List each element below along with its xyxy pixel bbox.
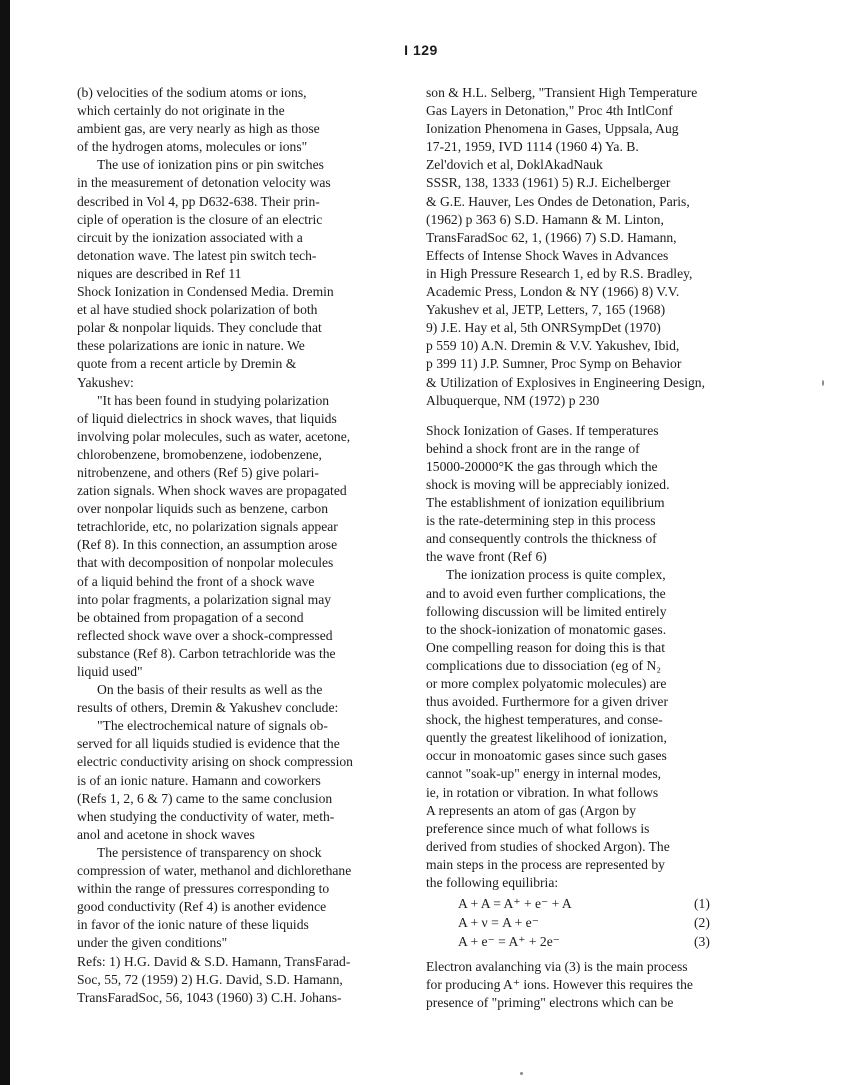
text-line: and consequently controls the thickness of (426, 531, 657, 547)
text-line: (Ref 8). In this connection, an assumption arose (77, 537, 338, 553)
text-line: derived from studies of shocked Argon). The (426, 838, 670, 854)
text-line: thus avoided. Furthermore for a given driver (426, 694, 668, 710)
text-line: cannot "soak-up" energy in internal modes, (426, 766, 662, 782)
text-line: main steps in the process are represented by (426, 856, 665, 872)
text-line: behind a shock front are in the range of (426, 440, 640, 456)
scan-speck (520, 1072, 523, 1075)
text-line: 15000-20000°K the gas through which the (426, 458, 658, 474)
equation-number: (1) (694, 896, 710, 912)
text-line: presence of "priming" electrons which can be (426, 995, 674, 1011)
text-line: Shock Ionization of Gases. If temperatures (426, 422, 659, 438)
text-line: occur in monoatomic gases since such gases (426, 748, 667, 764)
text-line: nitrobenzene, and others (Ref 5) give polari- (77, 464, 319, 480)
text-line: liquid used" (77, 664, 143, 679)
equilibria-equations (426, 895, 776, 952)
text-line: of a liquid behind the front of a shock wave (77, 573, 315, 589)
page-number: I 129 (404, 42, 438, 58)
text-line: described in Vol 4, pp D632-638. Their prin- (77, 193, 320, 209)
reference-line: p 399 11) J.P. Sumner, Proc Symp on Behavior (426, 356, 682, 372)
section-gap (426, 410, 776, 422)
text-line: The use of ionization pins or pin switches (97, 157, 324, 173)
equation-row (426, 914, 776, 933)
text-line: into polar fragments, a polarization signal may (77, 591, 332, 607)
text-line: that with decomposition of nonpolar molecules (77, 555, 334, 571)
text-line: preference since much of what follows is (426, 820, 650, 836)
text-line: anol and acetone in shock waves (77, 826, 255, 842)
text-line: The ionization process is quite complex, (446, 567, 666, 583)
text-line: served for all liquids studied is evidence that the (77, 736, 340, 752)
reference-line: Ionization Phenomena in Gases, Uppsala, Aug (426, 121, 679, 137)
text-line: ciple of operation is the closure of an electric (77, 211, 323, 227)
text-line: is the rate-determining step in this process (426, 513, 656, 529)
text-line: complications due to dissociation (eg of N₂ (426, 657, 662, 673)
text-line: for producing A⁺ ions. However this requires the (426, 977, 693, 993)
text-line: compression of water, methanol and dichlorethane (77, 863, 352, 879)
text-line: shock is moving will be appreciably ionized. (426, 476, 670, 492)
text-line: One compelling reason for doing this is that (426, 639, 665, 655)
text-line: substance (Ref 8). Carbon tetrachloride was the (77, 645, 336, 661)
text-line: Refs: 1) H.G. David & S.D. Hamann, TransFarad- (77, 953, 351, 969)
text-line: is of an ionic nature. Hamann and coworkers (77, 772, 321, 788)
text-line: The persistence of transparency on shock (97, 844, 322, 860)
text-line: "The electrochemical nature of signals ob- (97, 718, 328, 734)
scan-speck (822, 380, 824, 386)
reference-line: 9) J.E. Hay et al, 5th ONRSympDet (1970) (426, 320, 661, 336)
equation-expression: A + ν = A + e⁻ (458, 915, 539, 931)
reference-line: in High Pressure Research 1, ed by R.S. Bradley, (426, 265, 693, 281)
text-line: which certainly do not originate in the (77, 103, 285, 119)
reference-line: Albuquerque, NM (1972) p 230 (426, 392, 600, 408)
equation-number: (3) (694, 934, 710, 950)
text-line: polar & nonpolar liquids. They conclude that (77, 320, 322, 336)
text-line: et al have studied shock polarization of both (77, 302, 318, 318)
text-line: within the range of pressures corresponding to (77, 881, 330, 897)
reference-line: Zel'dovich et al, DoklAkadNauk (426, 157, 603, 173)
text-line: shock, the highest temperatures, and conse- (426, 712, 663, 728)
right-column-references (426, 84, 776, 410)
text-line: (Refs 1, 2, 6 & 7) came to the same conclusion (77, 790, 333, 806)
text-line: tetrachloride, etc, no polarization signals appear (77, 519, 338, 535)
text-line: zation signals. When shock waves are propagated (77, 483, 347, 499)
text-line: chlorobenzene, bromobenzene, iodobenzene, (77, 446, 322, 462)
text-line: niques are described in Ref 11 (77, 265, 242, 281)
reference-line: Effects of Intense Shock Waves in Advances (426, 247, 669, 263)
text-line: of liquid dielectrics in shock waves, that liquids (77, 410, 337, 426)
reference-line: TransFaradSoc 62, 1, (1966) 7) S.D. Hamann, (426, 229, 677, 245)
text-line: TransFaradSoc, 56, 1043 (1960) 3) C.H. Johans- (77, 989, 342, 1005)
equation-expression: A + A = A⁺ + e⁻ + A (458, 896, 572, 912)
text-line: following discussion will be limited entirely (426, 603, 667, 619)
equation-row (426, 933, 776, 952)
text-line: to the shock-ionization of monatomic gases. (426, 621, 667, 637)
text-line: ambient gas, are very nearly as high as those (77, 121, 320, 137)
text-line: (b) velocities of the sodium atoms or ions, (77, 85, 307, 100)
text-line: On the basis of their results as well as the (97, 682, 323, 698)
text-line: when studying the conductivity of water, meth- (77, 808, 335, 824)
text-line: detonation wave. The latest pin switch tech- (77, 247, 317, 263)
text-line: reflected shock wave over a shock-compressed (77, 627, 333, 643)
right-column-tail (426, 958, 776, 1012)
text-line: Electron avalanching via (3) is the main process (426, 959, 688, 975)
text-line: Shock Ionization in Condensed Media. Dremin (77, 284, 334, 300)
text-line: quote from a recent article by Dremin & (77, 356, 297, 372)
text-line: involving polar molecules, such as water, acetone, (77, 428, 351, 444)
text-line: circuit by the ionization associated with a (77, 229, 303, 245)
text-line: electric conductivity arising on shock compression (77, 754, 353, 770)
text-line: quently the greatest likelihood of ionization, (426, 730, 667, 746)
equation-row (426, 895, 776, 914)
text-line: A represents an atom of gas (Argon by (426, 802, 637, 818)
reference-line: SSSR, 138, 1333 (1961) 5) R.J. Eichelberger (426, 175, 671, 191)
reference-line: & G.E. Hauver, Les Ondes de Detonation, Paris, (426, 193, 690, 209)
text-line: good conductivity (Ref 4) is another evidence (77, 899, 327, 915)
text-line: these polarizations are ionic in nature. We (77, 338, 305, 354)
text-line: over nonpolar liquids such as benzene, carbon (77, 501, 329, 517)
text-line: results of others, Dremin & Yakushev conclude: (77, 700, 339, 716)
reference-line: Gas Layers in Detonation," Proc 4th IntlConf (426, 103, 673, 119)
text-line: Soc, 55, 72 (1959) 2) H.G. David, S.D. Hamann, (77, 971, 343, 987)
reference-line: 17-21, 1959, IVD 1114 (1960 4) Ya. B. (426, 139, 639, 155)
text-line: or more complex polyatomic molecules) are (426, 676, 667, 691)
text-line: the wave front (Ref 6) (426, 549, 547, 565)
text-line: and to avoid even further complications, the (426, 585, 666, 601)
text-line: Yakushev: (77, 374, 134, 390)
text-line: "It has been found in studying polarization (97, 392, 330, 408)
right-column (426, 84, 776, 1012)
text-line: in favor of the ionic nature of these liquids (77, 917, 309, 933)
reference-line: Academic Press, London & NY (1966) 8) V.V. (426, 284, 680, 300)
text-line: be obtained from propagation of a second (77, 609, 304, 625)
reference-line: son & H.L. Selberg, "Transient High Temperature (426, 85, 698, 100)
text-line: in the measurement of detonation velocity was (77, 175, 331, 191)
text-line: ie, in rotation or vibration. In what follows (426, 784, 659, 800)
left-column (77, 84, 441, 1007)
reference-line: (1962) p 363 6) S.D. Hamann & M. Linton, (426, 211, 664, 227)
reference-line: Yakushev et al, JETP, Letters, 7, 165 (1968) (426, 302, 666, 318)
text-line: under the given conditions" (77, 935, 228, 951)
page-binding-edge (0, 0, 10, 1085)
equation-number: (2) (694, 915, 710, 931)
text-line: The establishment of ionization equilibrium (426, 495, 665, 511)
text-line: the following equilibria: (426, 875, 559, 891)
text-line: of the hydrogen atoms, molecules or ions" (77, 139, 308, 155)
equation-expression: A + e⁻ = A⁺ + 2e⁻ (458, 934, 560, 950)
reference-line: p 559 10) A.N. Dremin & V.V. Yakushev, Ibid, (426, 338, 680, 354)
right-column-body (426, 422, 776, 892)
reference-line: & Utilization of Explosives in Engineering Design, (426, 374, 706, 390)
